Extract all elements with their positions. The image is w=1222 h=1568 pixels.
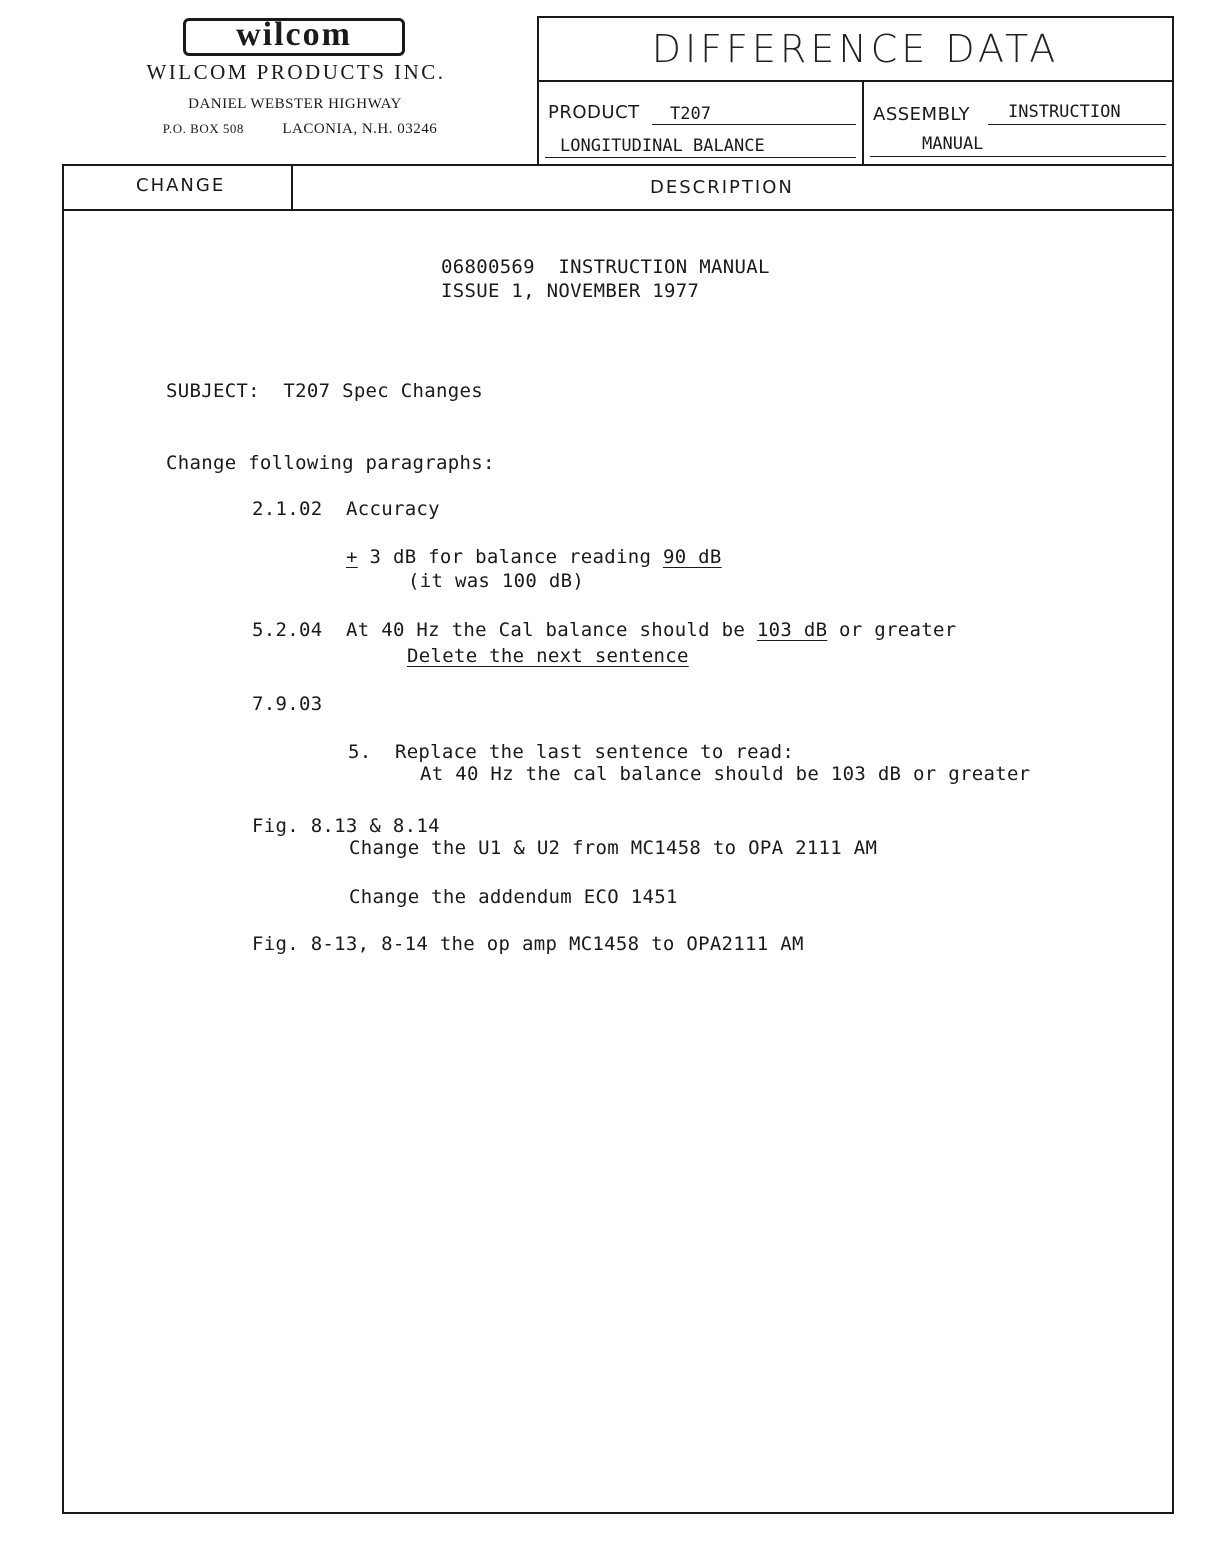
para-4-text-2: Change the addendum ECO 1451 (349, 886, 678, 908)
plus-minus-sign: + (346, 546, 358, 568)
title-box (537, 16, 1174, 82)
para-3-text: At 40 Hz the cal balance should be 103 dB or greater (420, 763, 1031, 785)
table-header-divider (291, 164, 293, 210)
issue-line: ISSUE 1, NOVEMBER 1977 (441, 280, 700, 302)
assembly-label: ASSEMBLY (873, 104, 971, 125)
intro-line: Change following paragraphs: (166, 452, 495, 474)
company-address: DANIEL WEBSTER HIGHWAY (188, 96, 402, 112)
product-value: T207 (670, 104, 711, 124)
page-title: DIFFERENCE DATA (651, 27, 1060, 71)
table-header-line (62, 209, 1174, 211)
para-1-title: Accuracy (346, 498, 440, 520)
change-column-header: CHANGE (136, 175, 226, 196)
para-1-text: + 3 dB for balance reading 90 dB (346, 546, 722, 568)
para-2-number: 5.2.04 (252, 619, 323, 641)
para-4-number: Fig. 8.13 & 8.14 (252, 815, 440, 837)
assembly-value: INSTRUCTION (1008, 102, 1121, 122)
assembly-value-2: MANUAL (922, 134, 984, 154)
para-1-number: 2.1.02 (252, 498, 323, 520)
logo-wordmark: wilcom (236, 16, 352, 53)
product-label: PRODUCT (548, 102, 640, 123)
company-logo (183, 18, 405, 56)
assembly-underline-2 (870, 156, 1166, 157)
product-underline-2 (545, 157, 856, 158)
assembly-underline (988, 124, 1166, 125)
para-2-text: At 40 Hz the Cal balance should be 103 dB or greater (346, 619, 957, 641)
description-column-header: DESCRIPTION (650, 177, 794, 198)
row-divider (862, 80, 864, 166)
company-name: WILCOM PRODUCTS INC. (146, 60, 446, 84)
para-5-text: Fig. 8-13, 8-14 the op amp MC1458 to OPA2111 AM (252, 933, 804, 955)
product-underline (652, 124, 856, 125)
para-3-number: 7.9.03 (252, 693, 323, 715)
para-4-text: Change the U1 & U2 from MC1458 to OPA 2111 AM (349, 837, 878, 859)
doc-reference: 06800569 INSTRUCTION MANUAL (441, 256, 770, 278)
po-box: P.O. BOX 508 (162, 121, 244, 136)
company-po-city (120, 121, 480, 138)
subject-line: SUBJECT: T207 Spec Changes (166, 380, 483, 402)
para-2-value: 103 dB (756, 619, 828, 641)
para-1-value: 90 dB (662, 546, 722, 568)
para-2-note: Delete the next sentence (407, 645, 689, 667)
product-value-2: LONGITUDINAL BALANCE (560, 136, 765, 156)
para-1-note: (it was 100 dB) (408, 570, 585, 592)
para-3-item: 5. Replace the last sentence to read: (348, 741, 795, 763)
city: LACONIA, N.H. 03246 (282, 121, 438, 137)
